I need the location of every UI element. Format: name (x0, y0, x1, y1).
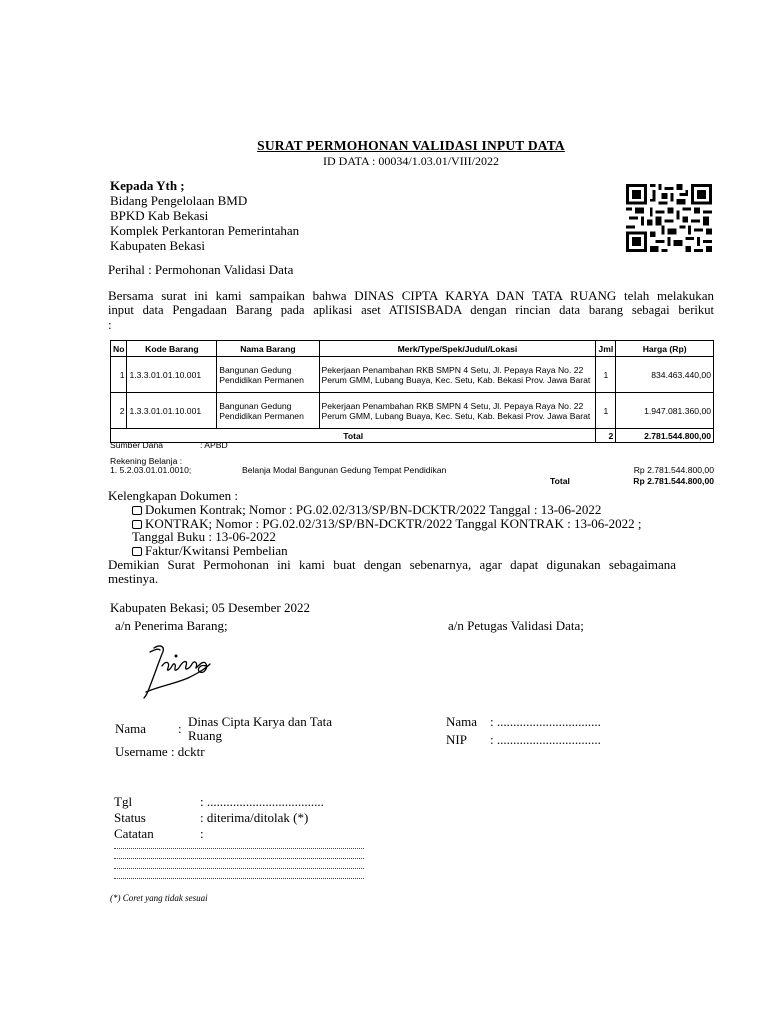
row-no: 2 (111, 393, 127, 429)
notes-line (114, 848, 364, 849)
sumber-dana-value: : APBD (200, 440, 228, 450)
recipient-heading: Kepada Yth ; (110, 178, 185, 193)
qr-code-icon (626, 184, 712, 252)
row-jml: 1 (596, 393, 616, 429)
nama-label: Nama (115, 721, 147, 736)
nip-label: NIP (446, 732, 467, 747)
header-nama-barang: Nama Barang (217, 341, 319, 357)
tgl-value: : .................................... (200, 794, 324, 809)
closing-line-2: mestinya. (108, 571, 159, 586)
header-kode-barang: Kode Barang (127, 341, 217, 357)
tgl-label: Tgl (114, 794, 133, 809)
checkbox-icon (132, 547, 142, 556)
document-item-2-text: KONTRAK; Nomor : PG.02.02/313/SP/BN-DCKTR/2022 Tanggal KONTRAK : 13-06-2022 ; (145, 516, 642, 531)
row-jml: 1 (596, 357, 616, 393)
row-spek: Pekerjaan Penambahan RKB SMPN 4 Setu, Jl. Pepaya Raya No. 22 Perum GMM, Lubang Buaya, Kec. Setu, Kab. Bekasi Prov. Jawa Barat (319, 393, 596, 429)
document-item-2-date: Tanggal Buku : 13-06-2022 (132, 529, 276, 544)
header-no: No (111, 341, 127, 357)
items-table (110, 340, 714, 443)
recipient-line-1: Bidang Pengelolaan BMD (110, 193, 248, 208)
catatan-label: Catatan (114, 826, 154, 841)
nama-colon: : (178, 721, 182, 736)
total-harga: 2.781.544.800,00 (616, 429, 714, 443)
total-jml: 2 (596, 429, 616, 443)
right-signatory-role: a/n Petugas Validasi Data; (448, 618, 584, 633)
status-label: Status (114, 810, 146, 825)
recipient-line-4: Kabupaten Bekasi (110, 238, 205, 253)
checkbox-icon (132, 506, 142, 515)
rekening-description: Belanja Modal Bangunan Gedung Tempat Pendidikan (242, 465, 447, 475)
document-item-1-text: Dokumen Kontrak; Nomor : PG.02.02/313/SP/BN-DCKTR/2022 Tanggal : 13-06-2022 (145, 502, 602, 517)
nama-value-line-1: Dinas Cipta Karya dan Tata (188, 714, 332, 729)
header-spek: Merk/Type/Spek/Judul/Lokasi (319, 341, 596, 357)
nip-value: : ................................ (490, 732, 601, 747)
rekening-label: Rekening Belanja : (110, 456, 183, 466)
intro-line-2: input data Pengadaan Barang pada aplikasi aset ATISISBADA dengan rincian data barang sebagai berikut (108, 303, 714, 317)
intro-line-1: Bersama surat ini kami sampaikan bahwa DINAS CIPTA KARYA DAN TATA RUANG telah melakukan (108, 288, 714, 303)
funding-total-label: Total (550, 476, 570, 486)
closing-line-1: Demikian Surat Permohonan ini kami buat dengan sebenarnya, agar dapat digunakan sebagaimana (108, 557, 676, 572)
row-kode: 1.3.3.01.01.10.001 (127, 393, 217, 429)
rekening-number: 1. 5.2.03.01.01.0010; (110, 465, 192, 475)
document-item-3-text: Faktur/Kwitansi Pembelian (145, 543, 288, 558)
documents-heading: Kelengkapan Dokumen : (108, 488, 238, 503)
right-nama-value: : ................................ (490, 714, 601, 729)
row-spek: Pekerjaan Penambahan RKB SMPN 4 Setu, Jl. Pepaya Raya No. 22 Perum GMM, Lubang Buaya, Kec. Setu, Kab. Bekasi Prov. Jawa Barat (319, 357, 596, 393)
row-nama: Bangunan Gedung Pendidikan Permanen (217, 357, 319, 393)
username: Username : dcktr (115, 744, 205, 759)
row-harga: 834.463.440,00 (616, 357, 714, 393)
intro-line-3: : (108, 317, 112, 332)
status-value: : diterima/ditolak (*) (200, 810, 309, 825)
recipient-line-2: BPKD Kab Bekasi (110, 208, 209, 223)
left-signatory-role: a/n Penerima Barang; (115, 618, 228, 633)
row-harga: 1.947.081.360,00 (616, 393, 714, 429)
table-row (111, 393, 714, 429)
notes-line (114, 868, 364, 869)
notes-line (114, 878, 364, 879)
header-jml: Jml (596, 341, 616, 357)
catatan-value: : (200, 826, 204, 841)
signature-image (140, 642, 214, 700)
sumber-dana-label: Sumber Dana (110, 440, 164, 450)
id-data: ID DATA : 00034/1.03.01/VIII/2022 (322, 154, 500, 168)
total-label: Total (111, 429, 596, 443)
document-item-1 (132, 502, 601, 517)
document-title: SURAT PERMOHONAN VALIDASI INPUT DATA (257, 138, 565, 153)
place-date: Kabupaten Bekasi; 05 Desember 2022 (110, 600, 311, 615)
footnote: (*) Coret yang tidak sesuai (110, 893, 208, 903)
document-item-3 (132, 543, 288, 558)
row-kode: 1.3.3.01.01.10.001 (127, 357, 217, 393)
table-header-row (111, 341, 714, 357)
row-nama: Bangunan Gedung Pendidikan Permanen (217, 393, 319, 429)
recipient-line-3: Komplek Perkantoran Pemerintahan (110, 223, 300, 238)
table-row (111, 357, 714, 393)
checkbox-icon (132, 520, 142, 529)
row-no: 1 (111, 357, 127, 393)
notes-line (114, 858, 364, 859)
rekening-amount: Rp 2.781.544.800,00 (633, 465, 714, 475)
funding-total-amount: Rp 2.781.544.800,00 (633, 476, 714, 486)
right-nama-label: Nama (446, 714, 478, 729)
nama-value-line-2: Ruang (188, 728, 222, 743)
header-harga: Harga (Rp) (616, 341, 714, 357)
perihal: Perihal : Permohonan Validasi Data (108, 262, 294, 277)
